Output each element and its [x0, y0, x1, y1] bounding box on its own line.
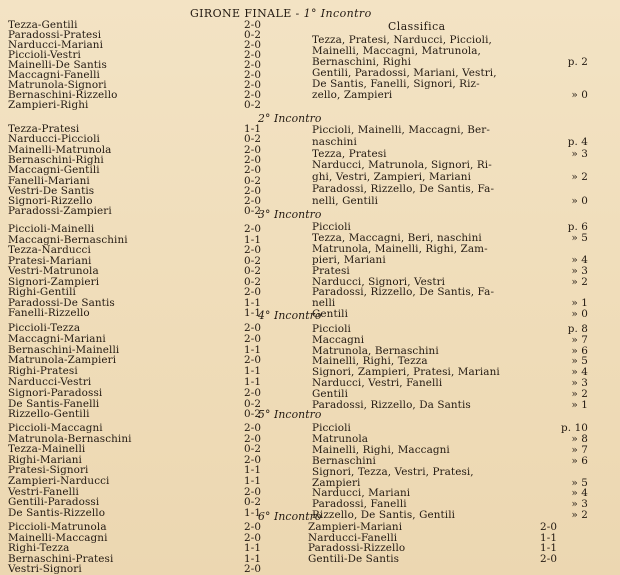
match-score: 2-0: [244, 143, 262, 156]
standings-text: Zampieri: [312, 476, 361, 489]
match-teams: Mainelli-Maccagni: [8, 531, 108, 544]
standings-points: p. 2: [567, 56, 588, 68]
match-teams: De Santis-Fanelli: [8, 397, 100, 410]
standings-points: » 0: [571, 89, 588, 101]
match-teams: Matrunola-Bernaschini: [8, 432, 132, 445]
standings-points: » 5: [571, 355, 588, 368]
match-teams: Signori-Zampieri: [8, 275, 100, 288]
match-score: 2-0: [244, 521, 262, 533]
standings-text: Gentili: [312, 387, 348, 400]
match-score: 1-1: [244, 506, 262, 519]
match-score: 0-2: [244, 254, 262, 267]
match-teams: Vestri-De Santis: [8, 184, 95, 197]
standings-points: » 7: [571, 333, 588, 346]
match-score: 1-1: [244, 343, 262, 356]
match-teams: Piccioli-Matrunola: [8, 521, 107, 533]
standings-text: Tezza, Pratesi: [312, 147, 387, 160]
standings-text: Paradossi, Rizzello, De Santis, Fa-: [312, 286, 495, 299]
standings-points: » 0: [571, 194, 588, 207]
standings-text: nelli, Gentili: [312, 194, 379, 207]
standings-text: Mainelli, Maccagni, Matrunola,: [312, 45, 481, 57]
round-label: 4° Incontro: [258, 309, 322, 322]
match-teams: Vestri-Fanelli: [8, 485, 79, 498]
standings-text: Paradossi, Fanelli: [312, 498, 407, 511]
match-teams: Bernaschini-Rizzello: [8, 89, 118, 101]
match-score: 1-1: [244, 365, 262, 378]
match-score: 2-0: [244, 386, 262, 399]
match-score: 2-0: [244, 432, 262, 445]
match-teams: Gentili-De Santis: [308, 552, 400, 565]
round-label: 2° Incontro: [258, 112, 322, 125]
match-score: 0-2: [244, 205, 262, 218]
match-teams: Piccioli-Tezza: [8, 322, 81, 334]
standings-points: » 3: [571, 264, 588, 277]
match-teams: Vestri-Signori: [8, 563, 82, 575]
match-score: 1-1: [244, 307, 262, 319]
match-teams: Narducci-Piccioli: [8, 133, 100, 146]
match-teams: Matrunola-Zampieri: [8, 354, 117, 367]
match-score: 0-2: [244, 265, 262, 277]
standings-points: » 2: [571, 275, 588, 288]
standings-text: Matrunola: [312, 432, 369, 445]
match-score: 1-1: [244, 475, 262, 487]
match-score: 1-1: [244, 552, 262, 565]
match-teams: Paradossi-Zampieri: [8, 205, 112, 218]
standings-text: Piccioli: [312, 221, 351, 233]
standings-text: Tezza, Maccagni, Beri, naschini: [312, 231, 482, 244]
standings-text: Piccioli: [312, 422, 351, 434]
match-teams: Mainelli-Matrunola: [8, 143, 112, 156]
match-teams: Narducci-Vestri: [8, 376, 92, 388]
match-score: 2-0: [244, 69, 262, 81]
standings-text: pieri, Mariani: [312, 253, 386, 266]
match-teams: Tezza-Mainelli: [8, 443, 86, 456]
match-teams: De Santis-Rizzello: [8, 506, 106, 519]
standings-points: » 4: [571, 487, 588, 500]
match-teams: Pratesi-Signori: [8, 464, 89, 477]
standings-text: De Santis, Fanelli, Signori, Riz-: [312, 78, 480, 90]
standings-points: » 0: [571, 308, 588, 321]
match-teams: Fanelli-Rizzello: [8, 307, 90, 319]
match-score: 0-2: [244, 29, 262, 41]
match-score: 0-2: [244, 174, 262, 187]
classifica-title: Classifica: [388, 20, 446, 33]
match-score: 2-0: [244, 49, 262, 61]
match-teams: Bernaschini-Mainelli: [8, 343, 120, 356]
standings-text: Piccioli, Mainelli, Maccagni, Ber-: [312, 124, 490, 136]
match-teams: Vestri-Matrunola: [8, 265, 99, 277]
standings-points: » 4: [571, 366, 588, 379]
standings-text: Narducci, Signori, Vestri: [312, 275, 446, 288]
match-score: 2-0: [244, 563, 262, 575]
match-teams: Paradossi-Pratesi: [8, 29, 102, 41]
match-score: 1-1: [244, 464, 262, 477]
standings-points: » 5: [571, 231, 588, 244]
standings-text: Bernaschini, Righi: [312, 56, 412, 68]
match-teams: Paradossi-Rizzello: [308, 542, 406, 555]
match-score: 0-2: [244, 275, 262, 288]
match-teams: Signori-Paradossi: [8, 386, 103, 399]
standings-points: » 5: [571, 476, 588, 489]
match-score: 0-2: [244, 408, 262, 421]
standings-text: Signori, Zampieri, Pratesi, Mariani: [312, 366, 500, 379]
match-teams: Rizzello-Gentili: [8, 408, 90, 421]
match-score: 0-2: [244, 397, 262, 410]
match-teams: Maccagni-Gentili: [8, 164, 100, 177]
match-score: 2-0: [244, 244, 262, 256]
page-title: [190, 8, 372, 19]
standings-text: Gentili: [312, 308, 348, 321]
match-score: 2-0: [244, 332, 262, 345]
match-score: 2-0: [244, 223, 262, 235]
match-score: 2-0: [244, 79, 262, 91]
match-score: 2-0: [540, 552, 558, 565]
standings-text: Piccioli: [312, 323, 351, 335]
match-teams: Pratesi-Mariani: [8, 254, 92, 267]
standings-text: Mainelli, Righi, Tezza: [312, 355, 428, 368]
standings-text: zello, Zampieri: [312, 89, 393, 101]
standings-points: » 6: [571, 454, 588, 467]
match-teams: Narducci-Fanelli: [308, 531, 398, 544]
match-teams: Maccagni-Fanelli: [8, 69, 100, 81]
match-teams: Gentili-Paradossi: [8, 496, 100, 509]
match-score: 2-0: [244, 422, 262, 434]
match-teams: Mainelli-De Santis: [8, 59, 107, 71]
standings-points: p. 4: [567, 135, 588, 148]
match-score: 0-2: [244, 133, 262, 146]
match-teams: Matrunola-Signori: [8, 79, 107, 91]
standings-points: » 6: [571, 344, 588, 357]
match-teams: Righi-Tezza: [8, 542, 70, 555]
match-teams: Righi-Pratesi: [8, 365, 78, 378]
match-score: 2-0: [244, 153, 262, 166]
standings-text: nelli: [312, 297, 336, 310]
match-teams: Piccioli-Vestri: [8, 49, 81, 61]
match-score: 2-0: [244, 164, 262, 177]
standings-points: » 1: [571, 297, 588, 310]
match-score: 2-0: [244, 286, 262, 298]
match-score: 0-2: [244, 496, 262, 509]
standings-text: ghi, Vestri, Zampieri, Mariani: [312, 171, 471, 184]
match-teams: Zampieri-Righi: [8, 99, 89, 111]
standings-points: » 4: [571, 253, 588, 266]
match-teams: Tezza-Narducci: [8, 244, 91, 256]
match-teams: Fanelli-Mariani: [8, 174, 90, 187]
standings-text: Gentili, Paradossi, Mariani, Vestri,: [312, 67, 497, 79]
match-score: 2-0: [244, 89, 262, 101]
standings-text: Narducci, Matrunola, Signori, Ri-: [312, 159, 492, 172]
match-teams: Zampieri-Mariani: [308, 521, 403, 533]
standings-points: » 1: [571, 398, 588, 411]
standings-text: Tezza, Pratesi, Narducci, Piccioli,: [312, 34, 492, 46]
standings-text: Signori, Tezza, Vestri, Pratesi,: [312, 465, 474, 478]
match-score: 2-0: [244, 195, 262, 208]
standings-text: Paradossi, Rizzello, Da Santis: [312, 398, 471, 411]
standings-points: p. 6: [567, 221, 588, 233]
match-score: 2-0: [244, 453, 262, 466]
match-score: 1-1: [244, 123, 262, 135]
standings-points: p. 8: [567, 323, 588, 335]
standings-points: » 7: [571, 443, 588, 456]
match-score: 0-2: [244, 99, 262, 111]
match-teams: Righi-Mariani: [8, 453, 82, 466]
match-teams: Signori-Rizzello: [8, 195, 93, 208]
round-label: 6° Incontro: [258, 510, 322, 523]
standings-text: Paradossi, Rizzello, De Santis, Fa-: [312, 183, 495, 195]
match-score: 1-1: [244, 233, 262, 246]
match-score: 2-0: [244, 59, 262, 71]
match-score: 2-0: [244, 19, 262, 31]
standings-points: p. 10: [561, 422, 588, 434]
match-score: 1-1: [244, 542, 262, 555]
standings-points: » 2: [571, 171, 588, 184]
match-score: 1-1: [244, 376, 262, 388]
match-score: 2-0: [244, 485, 262, 498]
standings-text: Narducci, Vestri, Fanelli: [312, 377, 443, 389]
title-text: GIRONE FINALE -: [190, 7, 300, 20]
round-label: 3° Incontro: [258, 208, 322, 221]
match-teams: Maccagni-Bernaschini: [8, 233, 128, 246]
match-teams: Tezza-Gentili: [8, 19, 78, 31]
match-score: 1-1: [244, 296, 262, 309]
match-score: 2-0: [244, 531, 262, 544]
match-teams: Maccagni-Mariani: [8, 332, 106, 345]
round-label: 5° Incontro: [258, 408, 322, 421]
standings-text: Rizzello, De Santis, Gentili: [312, 509, 456, 522]
match-score: 1-1: [540, 531, 558, 544]
match-score: 2-0: [244, 354, 262, 367]
match-score: 2-0: [540, 521, 558, 533]
standings-text: Maccagni: [312, 333, 365, 346]
match-teams: Paradossi-De Santis: [8, 296, 115, 309]
match-teams: Zampieri-Narducci: [8, 475, 110, 487]
standings-text: Mainelli, Righi, Maccagni: [312, 443, 450, 456]
standings-text: naschini: [312, 135, 357, 148]
match-score: 2-0: [244, 184, 262, 197]
title-round: 1° Incontro: [303, 7, 372, 20]
match-score: 2-0: [244, 322, 262, 334]
standings-text: Matrunola, Mainelli, Righi, Zam-: [312, 242, 488, 255]
standings-text: Pratesi: [312, 264, 350, 277]
match-teams: Narducci-Mariani: [8, 39, 104, 51]
match-score: 1-1: [540, 542, 558, 555]
standings-text: Narducci, Mariani: [312, 487, 411, 500]
standings-text: Bernaschini: [312, 454, 376, 467]
match-teams: Tezza-Pratesi: [8, 123, 80, 135]
standings-points: » 8: [571, 432, 588, 445]
standings-points: » 3: [571, 377, 588, 389]
standings-text: Matrunola, Bernaschini: [312, 344, 439, 357]
match-score: 0-2: [244, 443, 262, 456]
match-teams: Bernaschini-Pratesi: [8, 552, 114, 565]
match-score: 2-0: [244, 39, 262, 51]
standings-points: » 2: [571, 509, 588, 522]
standings-points: » 3: [571, 498, 588, 511]
match-teams: Piccioli-Mainelli: [8, 223, 95, 235]
match-teams: Piccioli-Maccagni: [8, 422, 103, 434]
standings-points: » 3: [571, 147, 588, 160]
match-teams: Bernaschini-Righi: [8, 153, 104, 166]
match-teams: Righi-Gentili: [8, 286, 76, 298]
standings-points: » 2: [571, 387, 588, 400]
